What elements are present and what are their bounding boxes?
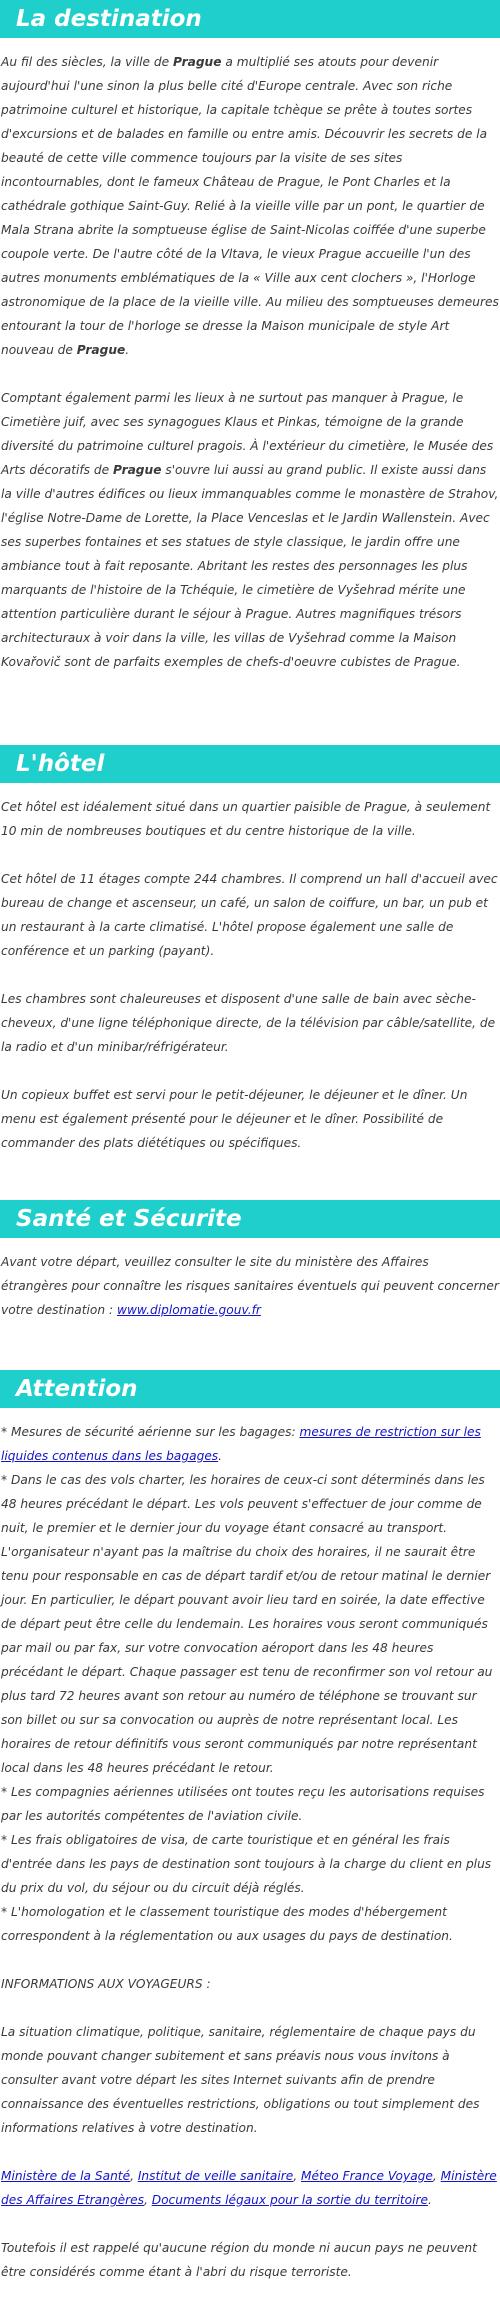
- health-content: [0, 1238, 500, 1322]
- hotel-paragraph-facilities: Cet hôtel de 11 étages compte 244 chambres. Il comprend un hall d'accueil avec bureau de change et ascenseur, un café, un salon de coiffure, un bar, un pub et un restaurant à la carte climatisé. L'hôtel propose également une salle de conférence et un parking (payant).: [1, 872, 498, 958]
- link-institut-veille-sanitaire[interactable]: Institut de veille sanitaire: [137, 2169, 294, 2183]
- info-paragraph: La situation climatique, politique, sanitaire, réglementaire de chaque pays du monde pouvant changer subitement et sans préavis nous vous invitons à consulter avant votre départ les sites Internet suivants afin de prendre connaissance des éventuelles restrictions, obligations ou tout simplement des informations relatives à votre destination.: [1, 2025, 480, 2135]
- info-heading: INFORMATIONS AUX VOYAGEURS :: [1, 1977, 211, 1991]
- link-ministere-sante[interactable]: Ministère de la Santé: [1, 2169, 131, 2183]
- section-attention: [0, 1370, 500, 2284]
- diplomatie-link[interactable]: www.diplomatie.gouv.fr: [116, 1303, 261, 1317]
- attention-bullet-fees: * Les frais obligatoires de visa, de carte touristique et en général les frais d'entrée dans les pays de destination sont toujours à la charge du client en plus du prix du vol, du séjour ou du circuit déjà réglés.: [1, 1833, 492, 1895]
- attention-bullet-baggage: * Mesures de sécurité aérienne sur les bagages: mesures de restriction sur les liquides contenus dans les bagages.: [1, 1425, 481, 1463]
- liquids-restriction-link[interactable]: mesures de restriction sur les liquides contenus dans les bagages: [1, 1425, 481, 1463]
- section-title-health-safety: Santé et Sécurite: [0, 1200, 500, 1238]
- city-name-bold: Prague: [113, 463, 162, 477]
- health-paragraph: Avant votre départ, veuillez consulter le site du ministère des Affaires étrangères pour connaître les risques sanitaires éventuels qui peuvent concerner votre destination : www.diplomatie.gouv.fr: [1, 1255, 499, 1317]
- destination-content: [0, 38, 500, 674]
- hotel-paragraph-location: Cet hôtel est idéalement situé dans un quartier paisible de Prague, à seulement 10 min de nombreuses boutiques et du centre historique de la ville.: [1, 800, 491, 838]
- attention-bullet-classification: * L'homologation et le classement touristique des modes d'hébergement correspondent à la réglementation ou aux usages du pays de destination.: [1, 1905, 453, 1943]
- hotel-paragraph-rooms: Les chambres sont chaleureuses et disposent d'une salle de bain avec sèche-cheveux, d'une ligne téléphonique directe, de la télévision par câble/satellite, de la radio et d'un minibar/réfrigérateur.: [1, 992, 496, 1054]
- terrorism-notice: Toutefois il est rappelé qu'aucune région du monde ni aucun pays ne peuvent être considérés comme étant à l'abri du risque terroriste.: [1, 2241, 477, 2279]
- attention-bullet-charter: * Dans le cas des vols charter, les horaires de ceux-ci sont déterminés dans les 48 heures précédant le départ. Les vols peuvent s'effectuer de jour comme de nuit, le premier et le dernier jour du voyage étant consacré au transport. L'organisateur n'ayant pas la maîtrise du choix des horaires, il ne saurait être tenu pour responsable en cas de départ tardif et/ou de retour matinal le dernier jour. En particulier, le départ pouvant avoir lieu tard en soirée, la date effective de départ peut être celle du lendemain. Les horaires vous seront communiqués par mail ou par fax, sur votre convocation aéroport dans les 48 heures précédant le départ. Chaque passager est tenu de reconfirmer son vol retour au plus tard 72 heures avant son retour au numéro de téléphone se trouvant sur son billet ou sur sa convocation ou auprès de notre représentant local. Les horaires de retour définitifs vous seront communiqués par notre représentant local dans les 48 heures précédant le retour.: [1, 1473, 493, 1775]
- section-hotel: [0, 745, 500, 1155]
- section-destination: [0, 0, 500, 674]
- section-title-hotel: L'hôtel: [0, 745, 500, 783]
- section-title-attention: Attention: [0, 1370, 500, 1408]
- city-name-bold: Prague: [173, 55, 222, 69]
- hotel-content: [0, 783, 500, 1155]
- link-documents-legaux[interactable]: Documents légaux pour la sortie du territoire: [151, 2193, 429, 2207]
- hotel-paragraph-meals: Un copieux buffet est servi pour le petit-déjeuner, le déjeuner et le dîner. Un menu est également présenté pour le déjeuner et le dîner. Possibilité de commander des plats diététiques ou spécifiques.: [1, 1088, 468, 1150]
- city-name-bold: Prague: [76, 343, 126, 357]
- link-meteo-france-voyage[interactable]: Méteo France Voyage: [301, 2169, 433, 2183]
- section-title-destination: La destination: [0, 0, 500, 38]
- attention-bullet-airlines: * Les compagnies aériennes utilisées ont toutes reçu les autorisations requises par les autorités compétentes de l'aviation civile.: [1, 1785, 485, 1823]
- info-links: Ministère de la Santé, Institut de veille sanitaire, Méteo France Voyage, Ministère des Affaires Etrangères, Documents légaux pour la sortie du territoire.: [1, 2169, 497, 2207]
- section-health-safety: [0, 1200, 500, 1322]
- destination-paragraph-2: Comptant également parmi les lieux à ne surtout pas manquer à Prague, le Cimetière juif, avec ses synagogues Klaus et Pinkas, témoigne de la grande diversité du patrimoine culturel pragois. À l'extérieur du cimetière, le Musée des Arts décoratifs de Prague s'ouvre lui aussi au grand public. Il existe aussi dans la ville d'autres édifices ou lieux immanquables comme le monastère de Strahov, l'église Notre-Dame de Lorette, la Place Venceslas et le Jardin Wallenstein. Avec ses superbes fontaines et ses statues de style classique, le jardin offre une ambiance tout à fait reposante. Abritant les restes des personnages les plus marquants de l'histoire de la Tchéquie, le cimetière de Vyšehrad mérite une attention particulière durant le séjour à Prague. Autres magnifiques trésors architecturaux à voir dans la ville, les villas de Vyšehrad comme la Maison Kovařovič sont de parfaits exemples de chefs-d'oeuvre cubistes de Prague.: [1, 391, 499, 669]
- attention-content: [0, 1408, 500, 2284]
- link-ministere-affaires-etrangeres[interactable]: Ministère des Affaires Etrangères: [1, 2169, 497, 2207]
- destination-paragraph-1: Au fil des siècles, la ville de Prague a multiplié ses atouts pour devenir aujourd'hui l'une sinon la plus belle cité d'Europe centrale. Avec son riche patrimoine culturel et historique, la capitale tchèque se prête à toutes sortes d'excursions et de balades en famille ou entre amis. Découvrir les secrets de la beauté de cette ville commence toujours par la visite de ses sites incontournables, dont le fameux Château de Prague, le Pont Charles et la cathédrale gothique Saint-Guy. Relié à la vieille ville par un pont, le quartier de Mala Strana abrite la somptueuse église de Saint-Nicolas coiffée d'une superbe coupole verte. De l'autre côté de la Vltava, le vieux Prague accueille l'un des autres monuments emblématiques de la « Ville aux cent clochers », l'Horloge astronomique de la place de la vieille ville. Au milieu des somptueuses demeures entourant la tour de l'horloge se dresse la Maison municipale de style Art nouveau de Prague.: [1, 55, 499, 357]
